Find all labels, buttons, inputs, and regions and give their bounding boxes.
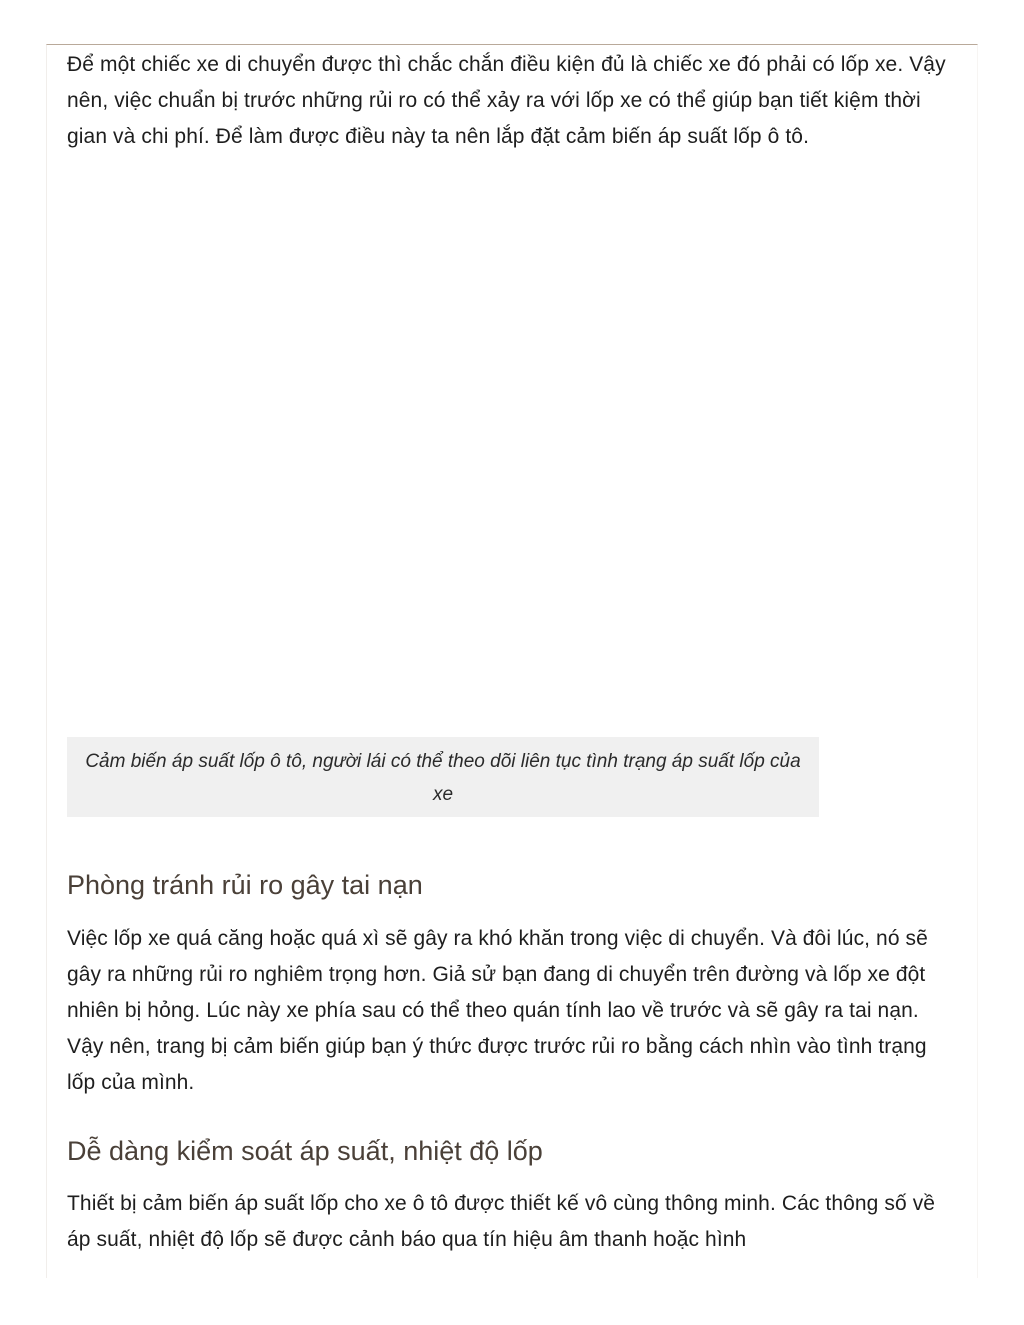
section-paragraph-pressure: Thiết bị cảm biến áp suất lốp cho xe ô tô được thiết kế vô cùng thông minh. Các thông số về áp suất, nhiệt độ lốp sẽ được cảnh báo qua tín hiệu âm thanh hoặc hình [67,1192,936,1251]
article-page [46,44,978,1278]
section-paragraph-accident: Việc lốp xe quá căng hoặc quá xì sẽ gây ra khó khăn trong việc di chuyển. Và đôi lúc, nó sẽ gây ra những rủi ro nghiêm trọng hơn. Giả sử bạn đang di chuyển trên đường và lốp xe đột nhiên bị hỏng. Lúc này xe phía sau có thể theo quán tính lao về trước và sẽ gây ra tai nạn. Vậy nên, trang bị cảm biến giúp bạn ý thức được trước rủi ro bằng cách nhìn vào tình trạng lốp của mình. [67,927,928,1094]
section-heading-pressure: Dễ dàng kiểm soát áp suất, nhiệt độ lốp [67,1136,543,1166]
article-image [67,205,819,735]
section-heading-accident: Phòng tránh rủi ro gây tai nạn [67,870,423,900]
image-caption: Cảm biến áp suất lốp ô tô, người lái có thể theo dõi liên tục tình trạng áp suất lốp của xe [67,737,819,817]
intro-paragraph: Để một chiếc xe di chuyển được thì chắc chắn điều kiện đủ là chiếc xe đó phải có lốp xe. Vậy nên, việc chuẩn bị trước những rủi ro có thể xảy ra với lốp xe có thể giúp bạn tiết kiệm thời gian và chi phí. Để làm được điều này ta nên lắp đặt cảm biến áp suất lốp ô tô. [67,53,946,148]
